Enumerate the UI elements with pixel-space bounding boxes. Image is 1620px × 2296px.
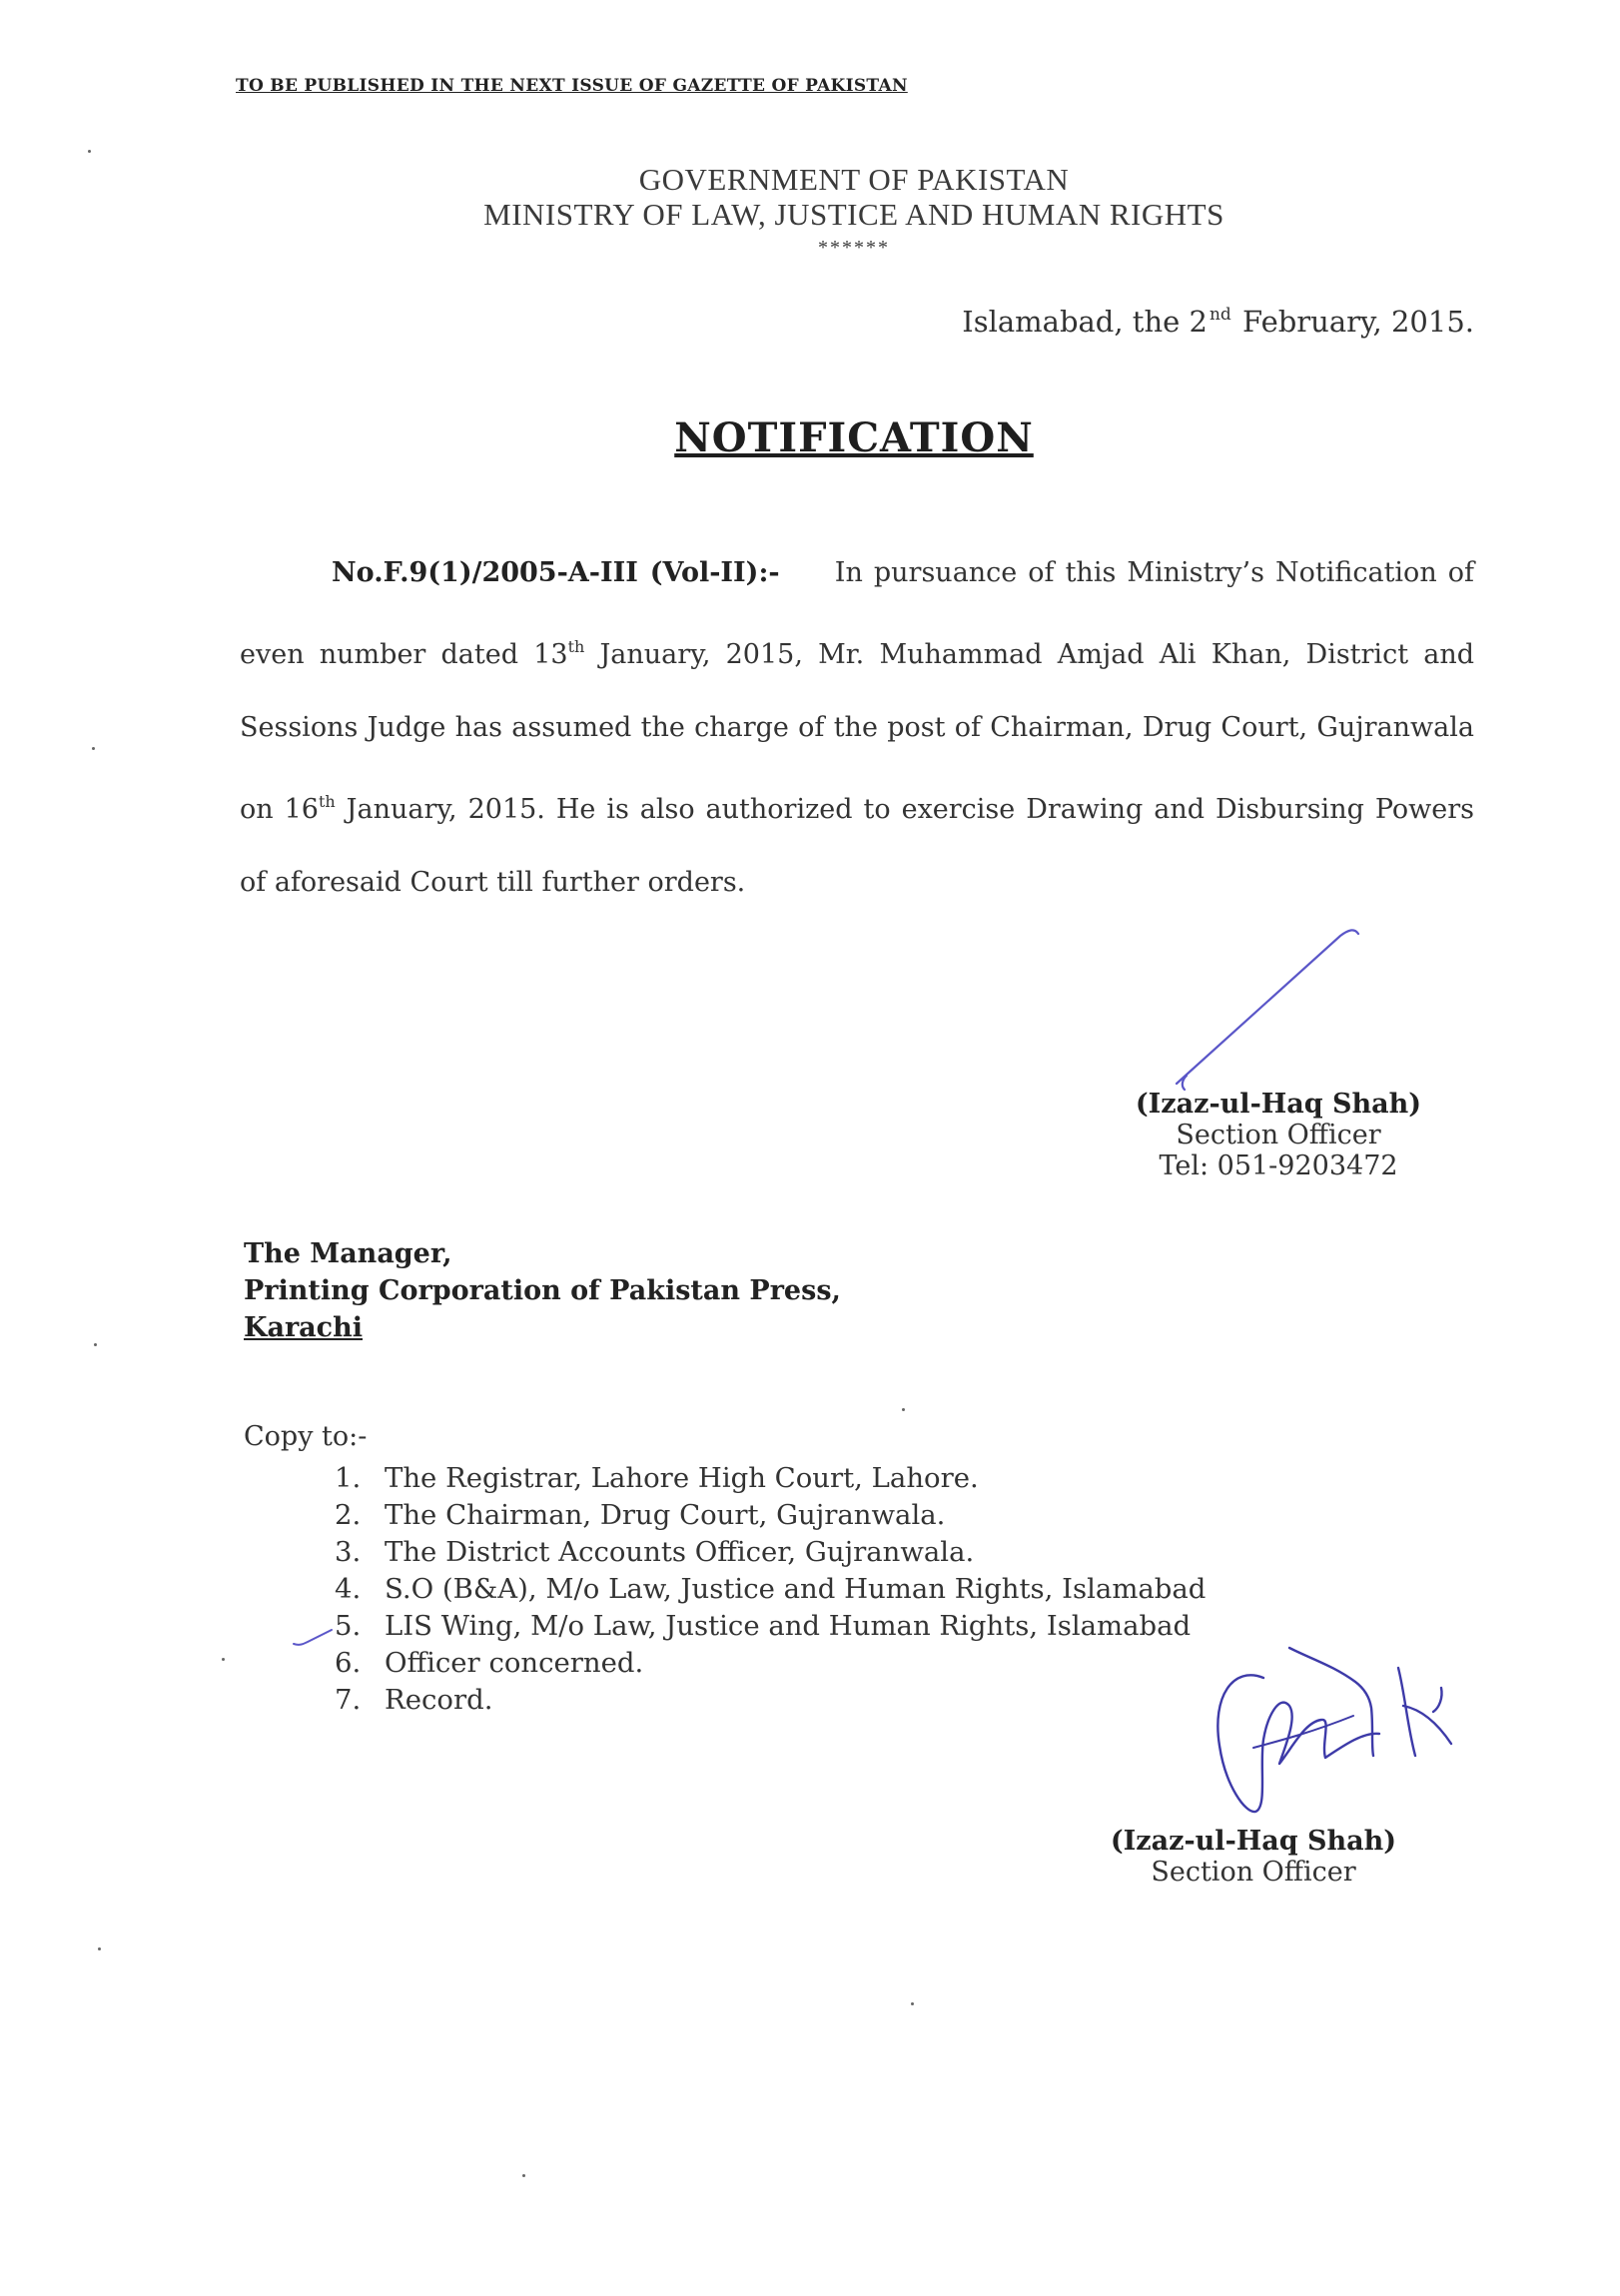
signature-1	[1169, 924, 1368, 1094]
notification-title: NOTIFICATION	[674, 414, 1034, 461]
addressee-line-2: Printing Corporation of Pakistan Press,	[244, 1275, 841, 1306]
scan-speck	[94, 1343, 97, 1346]
scan-speck	[98, 1947, 101, 1950]
copy-to-list	[335, 1460, 1206, 1719]
scan-speck	[222, 1658, 225, 1661]
body-ordinal-2: th	[318, 791, 336, 811]
notification-reference: No.F.9(1)/2005-A-III (Vol-II):-	[332, 557, 780, 588]
scan-speck	[911, 2002, 914, 2005]
copy-to-item: 2. The Chairman, Drug Court, Gujranwala.	[335, 1499, 946, 1531]
copy-to-item: 4. S.O (B&A), M/o Law, Justice and Human Rights, Islamabad	[335, 1573, 1207, 1605]
copy-to-item: 1. The Registrar, Lahore High Court, Lahore.	[335, 1462, 979, 1494]
signature-2	[1194, 1636, 1473, 1836]
signatory-2-name: (Izaz-ul-Haq Shah)	[1110, 1826, 1397, 1857]
header-ministry: MINISTRY OF LAW, JUSTICE AND HUMAN RIGHTS	[483, 197, 1224, 232]
dateline-suffix: February, 2015.	[1242, 305, 1474, 339]
header-separator: ******	[818, 237, 890, 259]
signatory-2-designation: Section Officer	[1151, 1857, 1356, 1888]
signatory-1-designation: Section Officer	[1176, 1120, 1381, 1150]
body-text-1: In pursuance of this Ministry’s Notification of even number dated 13	[240, 557, 1474, 670]
dateline	[962, 305, 1474, 339]
copy-to-item: 7. Record.	[335, 1684, 493, 1716]
dateline-prefix: Islamabad, the 2	[962, 305, 1208, 339]
copy-to-heading: Copy to:-	[244, 1421, 368, 1452]
body-ordinal-1: th	[567, 636, 585, 656]
addressee-line-1: The Manager,	[244, 1238, 452, 1269]
notification-body	[240, 536, 1474, 920]
body-text-2: January, 2015, Mr. Muhammad Amjad Ali Khan, District and Sessions Judge has assumed the charge of the post of Chairman, Drug Court, Gujranwala on 16	[240, 638, 1474, 825]
scan-speck	[902, 1408, 905, 1411]
body-text-3: January, 2015. He is also authorized to exercise Drawing and Disbursing Powers of aforesaid Court till further orders.	[240, 793, 1474, 898]
addressee	[244, 1235, 841, 1346]
header-government: GOVERNMENT OF PAKISTAN	[638, 162, 1070, 197]
scan-speck	[522, 2174, 525, 2177]
addressee-line-3: Karachi	[244, 1312, 364, 1343]
signatory-2	[1089, 1826, 1418, 1888]
dateline-ordinal: nd	[1209, 305, 1231, 325]
signatory-1-tel: Tel: 051-9203472	[1159, 1150, 1398, 1181]
signatory-1-name: (Izaz-ul-Haq Shah)	[1135, 1089, 1422, 1120]
tick-mark-icon	[292, 1626, 336, 1648]
scan-speck	[92, 747, 95, 750]
copy-to-item: 5. LIS Wing, M/o Law, Justice and Human Rights, Islamabad	[335, 1610, 1192, 1642]
scan-speck	[88, 150, 91, 153]
gazette-publication-note: TO BE PUBLISHED IN THE NEXT ISSUE OF GAZETTE OF PAKISTAN	[236, 76, 908, 96]
copy-to-item: 6. Officer concerned.	[335, 1647, 644, 1679]
signatory-1	[1114, 1089, 1443, 1181]
copy-to-item: 3. The District Accounts Officer, Gujranwala.	[335, 1536, 975, 1568]
